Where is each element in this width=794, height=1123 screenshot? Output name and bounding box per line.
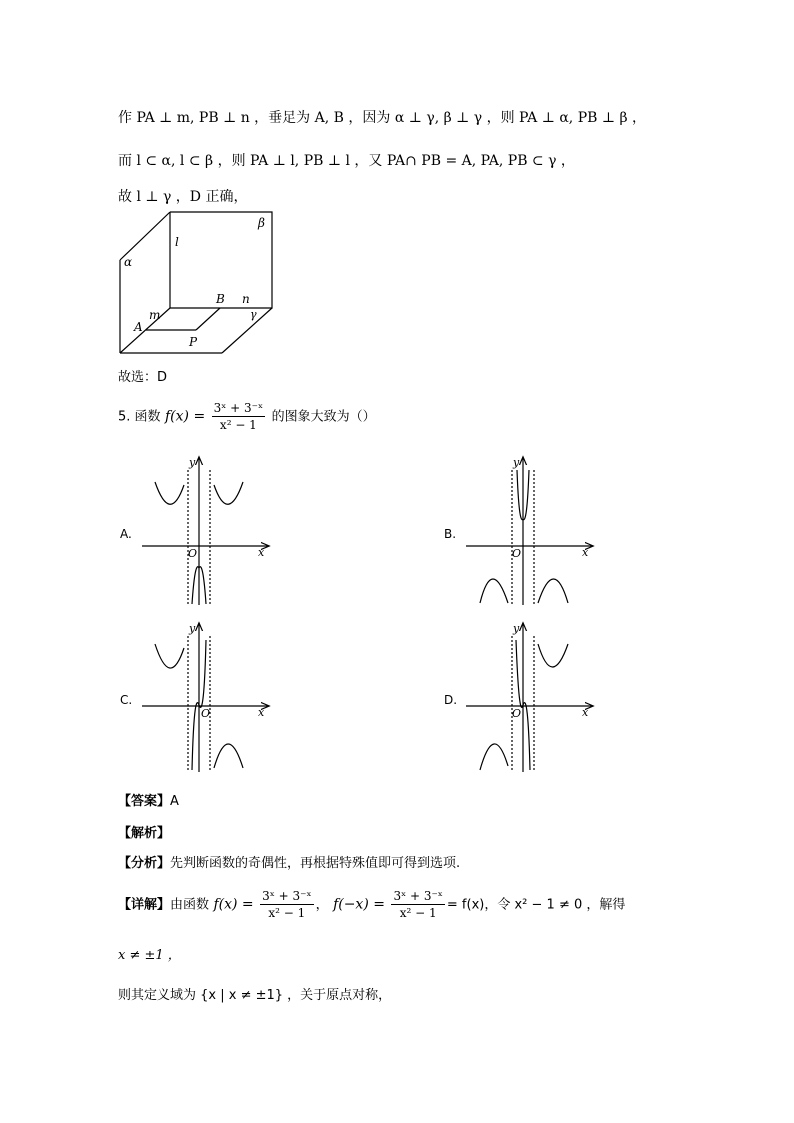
option-a-y: y [189, 456, 196, 469]
xiangjie-num-2: 3ˣ + 3⁻ˣ [393, 889, 443, 903]
domain-line: 则其定义域为 {x | x ≠ ±1} ，关于原点对称， [118, 988, 392, 1003]
xiangjie-tail: = f(x)，令 x² − 1 ≠ 0 ，解得 [446, 897, 626, 913]
proof-line-2: 而 l ⊂ α, l ⊂ β ，则 PA ⊥ l, PB ⊥ l ，又 PA∩ PB = A, PA, PB ⊂ γ ， [118, 153, 575, 169]
option-a-label: A. [120, 527, 132, 541]
option-a-o: O [188, 547, 198, 560]
question-func: f(x) = [165, 408, 206, 425]
proof-line-3: 故 l ⊥ γ ，D 正确， [118, 189, 248, 205]
xiangjie-comma: ， [315, 897, 329, 913]
proof-line-1: 作 PA ⊥ m, PB ⊥ n ，垂足为 A, B ，因为 α ⊥ γ, β ⊥ γ ，则 PA ⊥ α, PB ⊥ β ， [118, 110, 647, 126]
option-b-y: y [513, 456, 520, 469]
option-d-y: y [513, 622, 520, 635]
label-n: n [242, 292, 250, 306]
fenxi-tag: 【分析】 [118, 856, 171, 871]
option-d-graph [466, 624, 592, 772]
xiangjie-func-neg: f(−x) = [333, 896, 385, 913]
option-c-x: x [258, 706, 265, 719]
xiangjie-frac-1 [260, 888, 313, 921]
label-P: P [189, 335, 198, 349]
analysis-tag: 【解析】 [118, 826, 171, 841]
label-A: A [134, 320, 143, 334]
option-c-y: y [189, 622, 196, 635]
question-suffix: 的图象大致为（） [271, 409, 376, 425]
label-l: l [175, 235, 179, 249]
xiangjie-text: 由函数 [170, 897, 210, 913]
answer-tag: 【答案】 [118, 794, 171, 809]
option-b-x: x [582, 546, 589, 559]
option-d-x: x [582, 706, 589, 719]
option-b-label: B. [444, 527, 457, 541]
xiangjie-num-1: 3ˣ + 3⁻ˣ [262, 889, 312, 903]
option-a-x: x [258, 546, 265, 559]
label-m: m [149, 308, 161, 322]
label-B: B [216, 292, 225, 306]
label-gamma: γ [250, 308, 257, 321]
option-b-graph [466, 458, 592, 605]
x-condition: x ≠ ±1 ， [118, 948, 181, 963]
xiangjie-func: f(x) = [213, 896, 254, 913]
option-b-o: O [512, 547, 522, 560]
option-d-o: O [512, 707, 522, 720]
label-beta: β [258, 216, 265, 230]
option-d-label: D. [444, 693, 458, 707]
option-a-graph [142, 458, 268, 605]
question-prefix: 5. 函数 [118, 409, 161, 425]
question-num: 3ˣ + 3⁻ˣ [213, 401, 264, 415]
label-alpha: α [124, 255, 133, 269]
answer-value: A [170, 794, 179, 809]
xiangjie-frac-2 [391, 888, 444, 921]
option-c-label: C. [120, 693, 133, 707]
fenxi-text: 先判断函数的奇偶性，再根据特殊值即可得到选项. [170, 856, 461, 871]
question-den: x² − 1 [219, 418, 257, 432]
xiangjie-line [118, 888, 625, 921]
option-c-o: O [201, 707, 211, 720]
answer-line [118, 790, 179, 809]
xiangjie-tag: 【详解】 [118, 897, 171, 913]
xiangjie-den-2: x² − 1 [399, 906, 437, 920]
option-c-graph [142, 624, 268, 772]
xiangjie-den-1: x² − 1 [268, 906, 306, 920]
choice-line: 故选：D [118, 370, 168, 385]
fenxi-line [118, 852, 460, 871]
